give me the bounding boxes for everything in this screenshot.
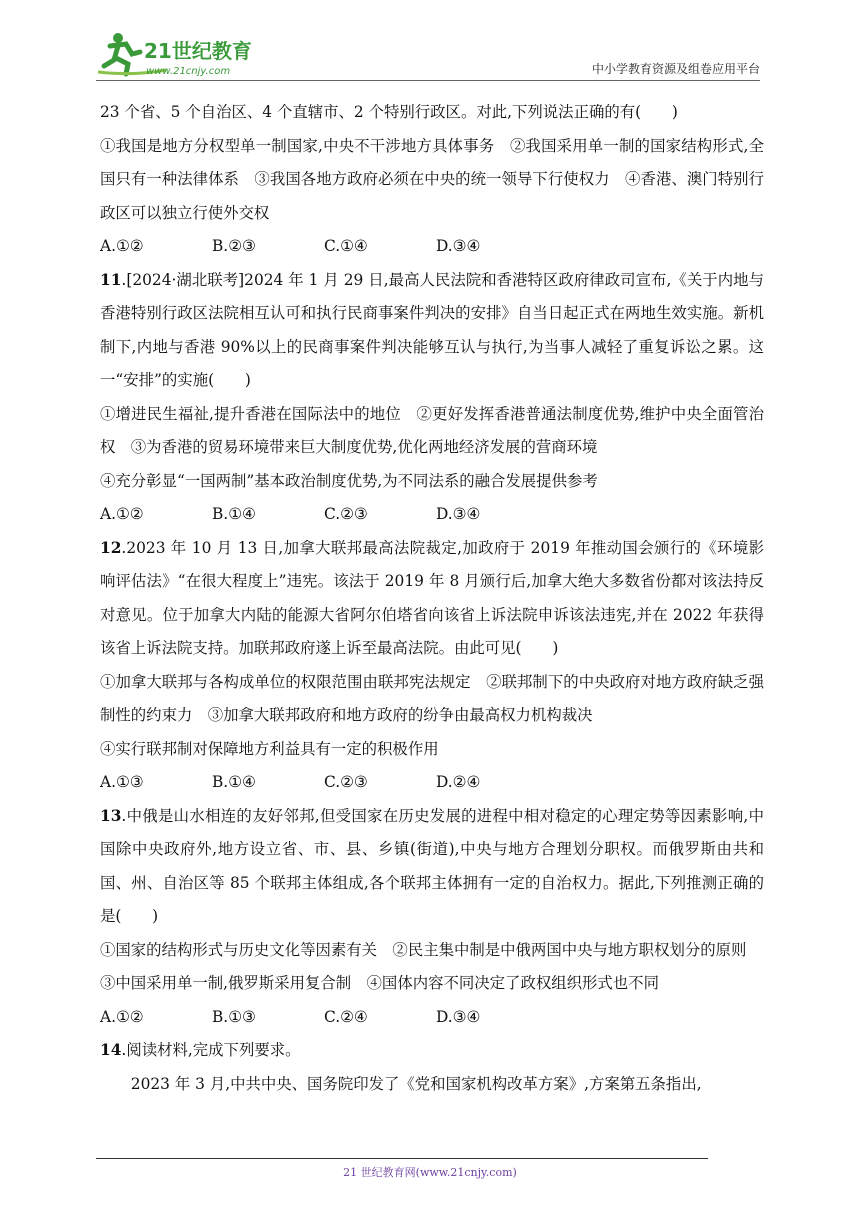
option-a: A.①② bbox=[100, 1007, 144, 1026]
option-d: D.②④ bbox=[436, 773, 481, 791]
intro-stem: 23 个省、5 个自治区、4 个直辖市、2 个特别行政区。对此,下列说法正确的有( ) bbox=[100, 103, 678, 121]
question-stem: .2023 年 10 月 13 日,加拿大联邦最高法院裁定,加政府于 2019 年推动国会颁行的《环境影响评估法》“在很大程度上”违宪。该法于 2019 年 8 月颁行后,加拿大绝大多数省份都对该法持反对意见。位于加拿大内陆的能源大省阿尔伯塔省向该省上诉法院申诉该法违宪,并在 2022 年获得该省上诉法院支持。加联邦政府遂上诉至最高法院。由此可见( ) bbox=[100, 538, 764, 657]
question-number: 14 bbox=[100, 1041, 122, 1059]
option-b: B.①④ bbox=[212, 773, 256, 791]
q13-options bbox=[100, 1001, 764, 1035]
question-number: 13 bbox=[100, 806, 122, 825]
question-stem: .中俄是山水相连的友好邻邦,但受国家在历史发展的进程中相对稳定的心理定势等因素影响,中国除中央政府外,地方设立省、市、县、乡镇(街道),中央与地方合理划分职权。而俄罗斯由共和国、州、自治区等 85 个联邦主体组成,各个联邦主体拥有一定的自治权力。据此,下列推测正确的是( ) bbox=[100, 806, 764, 925]
option-c: C.②④ bbox=[324, 1007, 368, 1026]
q13-statements: ①国家的结构形式与历史文化等因素有关 ②民主集中制是中俄两国中央与地方职权划分的原则 bbox=[100, 940, 747, 959]
option-d: D.③④ bbox=[436, 505, 481, 523]
option-b: B.①③ bbox=[212, 1007, 256, 1026]
q12-statement-4: ④实行联邦制对保障地方利益具有一定的积极作用 bbox=[100, 739, 439, 758]
runner-logo-icon bbox=[96, 30, 256, 78]
page-footer[interactable]: 21 世纪教育网(www.21cnjy.com) bbox=[343, 1166, 517, 1179]
header-divider bbox=[96, 80, 760, 81]
site-logo[interactable] bbox=[96, 30, 256, 78]
option-c: C.①④ bbox=[324, 237, 368, 255]
option-d: D.③④ bbox=[436, 1007, 481, 1026]
svg-text:www.21cnjy.com: www.21cnjy.com bbox=[146, 66, 231, 77]
intro-statements: ①我国是地方分权型单一制国家,中央不干涉地方具体事务 ②我国采用单一制的国家结构形式,全国只有一种法律体系 ③我国各地方政府必须在中央的统一领导下行使权力 ④香港、澳门特别行政区可以独立行使外交权 bbox=[100, 136, 764, 222]
svg-text:21世纪教育: 21世纪教育 bbox=[144, 39, 252, 63]
question-14 bbox=[100, 1034, 764, 1068]
question-11 bbox=[100, 264, 764, 398]
option-c: C.②③ bbox=[324, 505, 368, 523]
question-number: 11 bbox=[100, 270, 122, 289]
q13-statements-2: ③中国采用单一制,俄罗斯采用复合制 ④国体内容不同决定了政权组织形式也不同 bbox=[100, 974, 659, 992]
platform-name: 中小学教育资源及组卷应用平台 bbox=[591, 62, 760, 76]
document-body bbox=[100, 96, 764, 1101]
option-b: B.①④ bbox=[212, 505, 256, 523]
page-header bbox=[96, 26, 760, 82]
option-a: A.①② bbox=[100, 237, 144, 255]
question-12 bbox=[100, 532, 764, 666]
q11-statement-4: ④充分彰显“一国两制”基本政治制度优势,为不同法系的融合发展提供参考 bbox=[100, 471, 598, 490]
q11-options bbox=[100, 498, 764, 532]
option-b: B.②③ bbox=[212, 237, 256, 255]
q11-statements: ①增进民生福祉,提升香港在国际法中的地位 ②更好发挥香港普通法制度优势,维护中央全面管治权 ③为香港的贸易环境带来巨大制度优势,优化两地经济发展的营商环境 bbox=[100, 404, 764, 456]
option-a: A.①③ bbox=[100, 773, 144, 791]
footer-divider bbox=[96, 1158, 708, 1159]
question-number: 12 bbox=[100, 538, 122, 557]
q14-material: 2023 年 3 月,中共中央、国务院印发了《党和国家机构改革方案》,方案第五条指出, bbox=[130, 1074, 702, 1093]
q12-statements: ①加拿大联邦与各构成单位的权限范围由联邦宪法规定 ②联邦制下的中央政府对地方政府缺乏强制性的约束力 ③加拿大联邦政府和地方政府的纷争由最高权力机构裁决 bbox=[100, 672, 764, 724]
option-d: D.③④ bbox=[436, 237, 481, 255]
intro-options bbox=[100, 230, 764, 264]
q12-options bbox=[100, 766, 764, 800]
option-c: C.②③ bbox=[324, 773, 368, 791]
question-stem: .阅读材料,完成下列要求。 bbox=[121, 1041, 301, 1059]
question-stem: .[2024·湖北联考]2024 年 1 月 29 日,最高人民法院和香港特区政府律政司宣布,《关于内地与香港特别行政区法院相互认可和执行民商事案件判决的安排》自当日起正式在两地生效实施。新机制下,内地与香港 90%以上的民商事案件判决能够互认与执行,为当事人减轻了重复诉讼之累。这一“安排”的实施( ) bbox=[100, 270, 764, 389]
option-a: A.①② bbox=[100, 505, 144, 523]
question-13 bbox=[100, 800, 764, 934]
